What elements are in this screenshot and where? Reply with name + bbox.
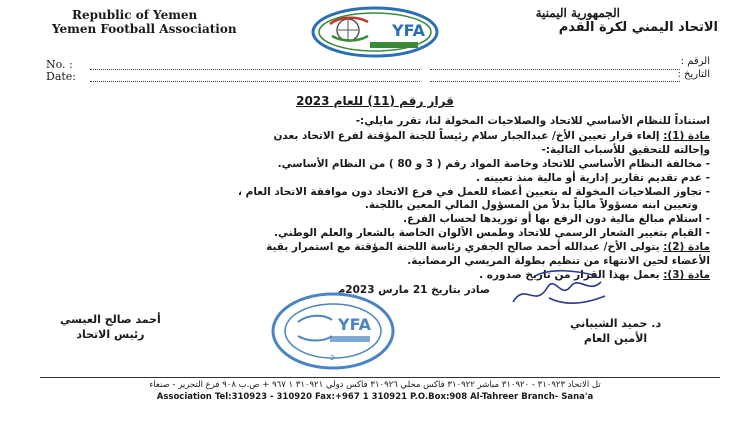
- signature-secretary: [505, 262, 615, 314]
- article-2: [266, 241, 710, 253]
- article-3-label: مادة (3):: [663, 269, 710, 281]
- article-2-line2: الأعضاء لحين الانتهاء من تنظيم بطولة المريسي الرمضانية.: [407, 255, 710, 267]
- reason-item: - استلام مبالغ مالية دون الرفع بها أو توريدها لحساب الفرع.: [403, 213, 710, 225]
- header-association-ar: الاتحاد اليمني لكرة القدم: [558, 20, 718, 35]
- article-3-text: يعمل بهذا القرار من تاريخ صدوره .: [479, 269, 660, 281]
- reference-date-line: [90, 80, 420, 82]
- footer-divider: [40, 377, 720, 378]
- secretary-name: د. حميد الشيباني: [570, 317, 662, 330]
- decree-preamble: استناداً للنظام الأساسي للاتحاد والصلاحيات المخولة لنا، تقرر مايلي:-: [355, 115, 710, 127]
- signatory-president: [60, 312, 161, 342]
- yfa-logo: [310, 6, 440, 58]
- reason-text: تجاوز الصلاحيات المخولة له بتعيين أعضاء للعمل في فرع الاتحاد دون موافقة الاتحاد العام ،: [238, 186, 702, 198]
- reference-date-label: Date:: [46, 70, 77, 83]
- article-1: [273, 130, 710, 142]
- official-stamp: [268, 290, 398, 372]
- president-title: رئيس الاتحاد: [76, 328, 145, 341]
- reason-item: - تجاوز الصلاحيات المخولة له بتعيين أعضاء للعمل في فرع الاتحاد دون موافقة الاتحاد العام ،: [238, 186, 710, 198]
- reason-item: - مخالفة النظام الأساسي للاتحاد وخاصة المواد رقم ( 3 و 80 ) من النظام الأساسي.: [277, 158, 710, 170]
- issue-date: صادر بتاريخ 21 مارس 2023م: [337, 284, 490, 296]
- header-country-en: Republic of Yemen: [72, 8, 198, 22]
- article-1-line2: وإحالته للتحقيق للأسباب التالية:-: [541, 144, 710, 156]
- logo-text: YFA: [392, 21, 426, 40]
- footer-contact-ar: تل الاتحاد ٣١٠٩٢٣ - ٣١٠٩٢٠ مباشر ٣١٠٩٢٢ فاكس محلي ٣١٠٩٢٦ فاكس دولي ٣١٠٩٢١ ١ ٩٦٧ + ص.ب ٩٠٨ فرع التحرير - صنعاء: [149, 380, 601, 390]
- article-2-label: مادة (2):: [663, 241, 710, 253]
- header-country-ar: الجمهورية اليمنية: [535, 6, 620, 20]
- header-association-en: Yemen Football Association: [52, 22, 237, 36]
- reference-no-line-ar: [430, 68, 680, 70]
- article-1-text: إلغاء قرار تعيين الأخ/ عبدالجبار سلام رئيساً للجنة المؤقتة لفرع الاتحاد بعدن: [273, 130, 660, 142]
- decree-title: قرار رقم (11) للعام 2023: [296, 94, 454, 108]
- reference-no-label-ar: الرقم :: [680, 56, 710, 67]
- article-1-label: مادة (1):: [663, 130, 710, 142]
- reference-date-line-ar: [430, 80, 680, 82]
- reference-no-label: No. :: [46, 58, 73, 71]
- reference-date-label-ar: التاريخ :: [677, 69, 710, 80]
- stamp-number: 2: [330, 354, 335, 362]
- reason-text: مخالفة النظام الأساسي للاتحاد وخاصة المواد رقم ( 3 و 80 ) من النظام الأساسي.: [277, 158, 702, 170]
- secretary-title: الأمين العام: [583, 332, 648, 345]
- stamp-text: YFA: [338, 315, 372, 334]
- reason-item: - عدم تقديم تقارير إدارية أو مالية منذ تعيينه .: [476, 172, 710, 184]
- footer-contact-en: Association Tel:310923 - 310920 Fax:+967 1 310921 P.O.Box:908 Al-Tahreer Branch- Sana'a: [156, 392, 594, 402]
- reference-no-line: [90, 68, 420, 70]
- reason-text: القيام بتغيير الشعار الرسمي للاتحاد وطمس الألوان الخاصة بالشعار والعلم الوطني.: [273, 227, 702, 239]
- article-2-text: يتولى الأخ/ عبدالله أحمد صالح الجفري رئاسة اللجنة المؤقتة مع استمرار بقية: [266, 241, 660, 253]
- reason-text: عدم تقديم تقارير إدارية أو مالية منذ تعيينه .: [476, 172, 702, 184]
- signatory-secretary: [570, 316, 661, 346]
- reason-item: - القيام بتغيير الشعار الرسمي للاتحاد وطمس الألوان الخاصة بالشعار والعلم الوطني.: [273, 227, 710, 239]
- reason-text: استلام مبالغ مالية دون الرفع بها أو توريدها لحساب الفرع.: [403, 213, 702, 225]
- reason-item-continued: وتعيين ابنه مسؤولاً مالياً بدلاً من المسؤول المالي المعين باللجنة.: [364, 199, 698, 211]
- president-name: أحمد صالح العيسي: [60, 313, 161, 326]
